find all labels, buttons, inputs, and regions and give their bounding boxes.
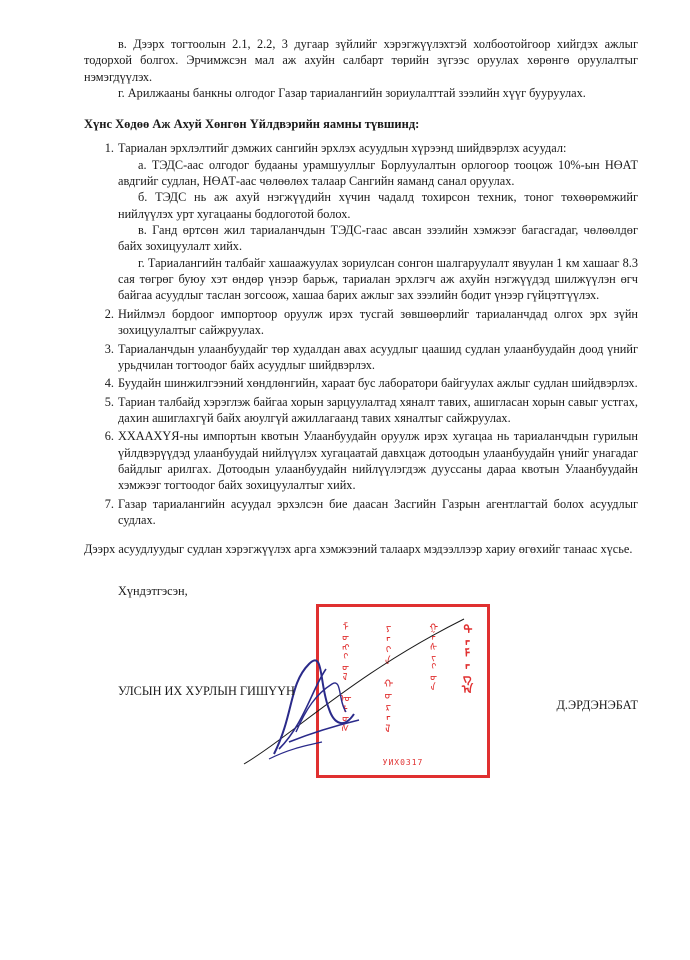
list-item (84, 394, 638, 427)
seal-column-2: ᠶᠡᠬᠡ ᠬᠤᠷᠠᠯ (379, 620, 393, 733)
seal-column-1: ᠮᠣᠩᠭᠣᠯ ᠤᠯᠤᠰ (336, 620, 348, 732)
signer-line (118, 684, 638, 713)
list-item (84, 140, 638, 303)
list-item (84, 428, 638, 493)
sub-item-g: г. Тариалангийн талбайг хашаажуулах зориулсан сонгон шалгаруулалт явуулан 1 км хашааг 8.3 сая төгрөг буюу хэт өндөр үнээр барьж, тариалан эрхлэгч аж ахуйн нэгжүүдэд шилжүүлэн өгч байгаа асуудлыг таслан зогсоож, хашаа барих ажлыг зах зээлийн бодит үнээр гүйцэтгүүлэх. (118, 255, 638, 303)
section-heading: Хүнс Хөдөө Аж Ахуй Хөнгөн Үйлдвэрийн яамны түвшинд: (84, 117, 420, 132)
sub-item-b: б. ТЭДС нь аж ахуй нэгжүүдийн хүчин чадалд тохирсон техник, тоног төхөөрөмжийг нийлүүлэх урт хугацааны бодлоготой болох. (118, 190, 638, 221)
list-item-lead: Тариан талбайд хэрэглэж байгаа хорын зарцуулалтад хяналт тавих, ашигласан хорын савыг устгах, дахин ашиглахгүй байх аюулгүй ажиллагаанд тавих хяналтыг сайжруулах. (118, 394, 638, 425)
seal-number: УИХ0317 (382, 757, 424, 767)
signer-name: Д.ЭРДЭНЭБАТ (556, 697, 638, 712)
sub-item-a: а. ТЭДС-аас олгодог будааны урамшууллыг Борлуулалтын орлогоор тооцож 10%-ын НӨАТ авдгийг судлан, НӨАТ-аас чөлөөлөх талаар Сангийн яаманд санал оруулах. (118, 157, 638, 189)
list-item (84, 375, 638, 391)
list-item-lead: Буудайн шинжилгээний хөндлөнгийн, хараат бус лаборатори байгуулах ажлыг судлан шийдвэрлэх. (118, 376, 638, 391)
seal-column-3: ᠭᠡᠰᠢᠭᠦᠨ (424, 620, 436, 691)
list-item (84, 341, 638, 374)
list-item-lead: Тариалан эрхлэлтийг дэмжих сангийн эрхлэх асуудлын хүрээнд шийдвэрлэх асуудал: (118, 141, 567, 156)
numbered-list (84, 140, 638, 528)
list-item (84, 306, 638, 339)
list-item-lead: Нийлмэл бордоог импортоор оруулж ирэх тусгай зөвшөөрлийг тариаланчдад олгох эрх зүйн зохицуулалтыг сайжруулах. (118, 306, 638, 338)
signer-title: УЛСЫН ИХ ХУРЛЫН ГИШҮҮН (118, 683, 295, 698)
regards-text: Хүндэтгэсэн, (118, 583, 188, 598)
list-item-lead: Тариаланчдын улаанбуудайг төр худалдан авах асуудлыг цаашид судлан улаанбуудайн доод үнийг урьдчилан тогтоодог байх асуудлыг шийдвэрлэх. (118, 341, 638, 372)
sub-item-v: в. Ганд өртсөн жил тариаланчдын ТЭДС-гаас авсан зээлийн хэмжээг багасгадаг, чөлөөлдөг байх зохицуулалт хийх. (118, 223, 638, 254)
signature-block (84, 584, 638, 814)
paragraph-item-g: г. Арилжааны банкны олгодог Газар тариалангийн зориулалттай зээлийн хүүг бууруулах. (118, 86, 586, 101)
list-item-lead: ХХААХҮЯ-ны импортын квотын Улаанбуудайн оруулж ирэх хугацаа нь тариаланчдын гурилын үйлдвэрүүдэд улаанбуудай нийлүүлэх хугацаатай давхцаж дотоодын улаанбуудайн үнийг унагадаг байдлыг арилгах. Дотоодын улаанбуудайн нийлүүлэгдэж дууссаны дараа квотын Улаанбуудайн хэмжээг тогтоодог байх зохицуулалтыг хийх. (118, 429, 638, 493)
paragraph-item-v: в. Дээрх тогтоолын 2.1, 2.2, 3 дугаар зүйлийг хэрэгжүүлэхтэй холбоотойгоор хийгдэх ажлыг тодорхой болгох. Эрчимжсэн мал аж ахуйн салбарт төрийн зүгээс оруулах хөрөнгө оруулалтыг нэмэгдүүлэх. (84, 37, 638, 84)
closing-paragraph: Дээрх асуудлуудыг судлан хэрэгжүүлэх арга хэмжээний талаарх мэдээллээр хариу өгөхийг танаас хүсье. (84, 542, 633, 557)
list-item (84, 496, 638, 529)
list-item-lead: Газар тариалангийн асуудал эрхэлсэн бие даасан Засгийн Газрын агентлагтай болох асуудлыг судлах. (118, 496, 638, 527)
seal-column-4: ᠲᠠᠮᠠᠭ᠎ᠠ (458, 622, 472, 695)
